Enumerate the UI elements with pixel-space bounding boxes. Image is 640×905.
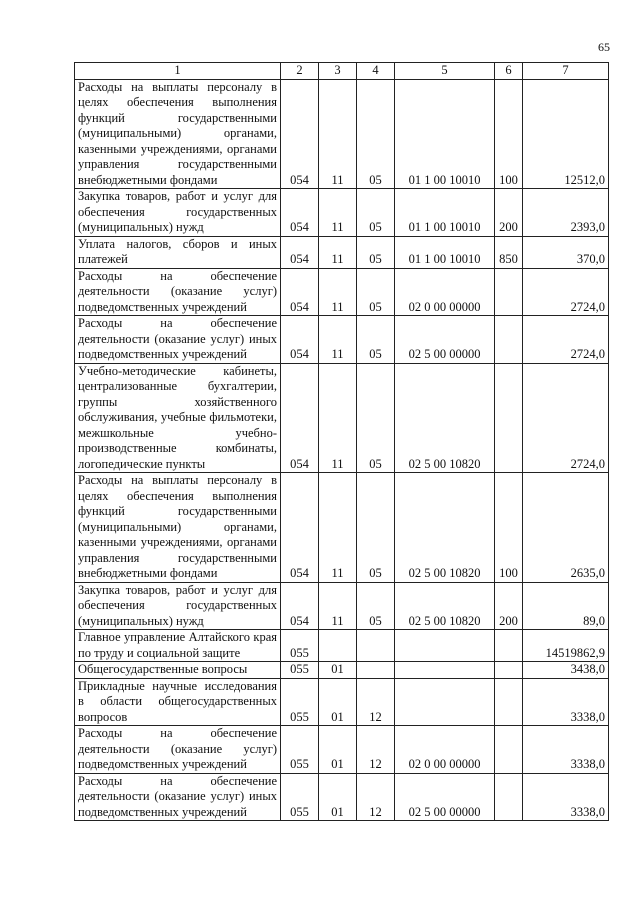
row-target-article: 02 5 00 10820 (395, 582, 495, 630)
row-amount: 3338,0 (523, 726, 609, 774)
table-row (75, 473, 609, 583)
row-target-article (395, 630, 495, 662)
row-expense-type (495, 662, 523, 679)
header-col-2: 2 (281, 63, 319, 80)
row-ministry-code: 054 (281, 189, 319, 237)
row-ministry-code: 055 (281, 678, 319, 726)
row-amount: 3338,0 (523, 773, 609, 821)
row-name: Главное управление Алтайского края по труду и социальной защите (75, 630, 281, 662)
row-name: Расходы на выплаты персоналу в целях обеспечения выполнения функций государственными (муниципальными) органами, казенными учреждениями, органами управления государственными внебюджетными фондами (75, 473, 281, 583)
row-subsection-code (357, 630, 395, 662)
row-target-article: 02 0 00 00000 (395, 268, 495, 316)
row-name: Расходы на обеспечение деятельности (оказание услуг) подведомственных учреждений (75, 726, 281, 774)
header-col-1: 1 (75, 63, 281, 80)
header-col-6: 6 (495, 63, 523, 80)
table-row (75, 79, 609, 189)
row-amount: 2393,0 (523, 189, 609, 237)
row-section-code: 11 (319, 582, 357, 630)
row-ministry-code: 054 (281, 363, 319, 473)
row-target-article: 01 1 00 10010 (395, 236, 495, 268)
row-target-article (395, 678, 495, 726)
row-ministry-code: 054 (281, 236, 319, 268)
row-subsection-code: 12 (357, 773, 395, 821)
row-target-article (395, 662, 495, 679)
row-expense-type: 200 (495, 189, 523, 237)
page-number: 65 (598, 40, 610, 54)
row-section-code: 01 (319, 678, 357, 726)
row-subsection-code: 05 (357, 268, 395, 316)
row-section-code: 01 (319, 773, 357, 821)
row-expense-type: 850 (495, 236, 523, 268)
row-amount: 14519862,9 (523, 630, 609, 662)
row-expense-type (495, 678, 523, 726)
row-target-article: 02 5 00 10820 (395, 363, 495, 473)
row-section-code: 11 (319, 363, 357, 473)
row-name: Закупка товаров, работ и услуг для обеспечения государственных (муниципальных) нужд (75, 582, 281, 630)
table-row (75, 678, 609, 726)
header-col-3: 3 (319, 63, 357, 80)
table-row (75, 773, 609, 821)
row-expense-type: 100 (495, 473, 523, 583)
row-name: Расходы на выплаты персоналу в целях обеспечения выполнения функций государственными (муниципальными) органами, казенными учреждениями, органами управления государственными внебюджетными фондами (75, 79, 281, 189)
row-expense-type (495, 316, 523, 364)
row-subsection-code: 12 (357, 726, 395, 774)
row-section-code: 11 (319, 473, 357, 583)
row-expense-type (495, 268, 523, 316)
row-ministry-code: 054 (281, 268, 319, 316)
row-name: Расходы на обеспечение деятельности (оказание услуг) подведомственных учреждений (75, 268, 281, 316)
row-expense-type (495, 726, 523, 774)
row-subsection-code: 05 (357, 363, 395, 473)
table-row (75, 363, 609, 473)
row-subsection-code: 05 (357, 316, 395, 364)
table-row (75, 726, 609, 774)
row-ministry-code: 055 (281, 662, 319, 679)
row-target-article: 02 5 00 10820 (395, 473, 495, 583)
row-ministry-code: 054 (281, 79, 319, 189)
table-row (75, 582, 609, 630)
row-name: Общегосударственные вопросы (75, 662, 281, 679)
row-amount: 2724,0 (523, 363, 609, 473)
row-expense-type: 100 (495, 79, 523, 189)
row-subsection-code: 05 (357, 473, 395, 583)
row-amount: 3438,0 (523, 662, 609, 679)
row-section-code (319, 630, 357, 662)
header-row (75, 63, 609, 80)
row-ministry-code: 055 (281, 726, 319, 774)
header-col-5: 5 (395, 63, 495, 80)
row-target-article: 02 5 00 00000 (395, 773, 495, 821)
row-name: Учебно-методические кабинеты, централизованные бухгалтерии, группы хозяйственного обслуживания, учебные фильмотеки, межшкольные учебно-производственные комбинаты, логопедические пункты (75, 363, 281, 473)
row-section-code: 11 (319, 316, 357, 364)
row-name: Уплата налогов, сборов и иных платежей (75, 236, 281, 268)
row-name: Прикладные научные исследования в области общегосударственных вопросов (75, 678, 281, 726)
row-subsection-code: 05 (357, 189, 395, 237)
table-body (75, 79, 609, 821)
row-ministry-code: 054 (281, 582, 319, 630)
row-target-article: 01 1 00 10010 (395, 79, 495, 189)
header-col-4: 4 (357, 63, 395, 80)
row-amount: 2635,0 (523, 473, 609, 583)
row-amount: 89,0 (523, 582, 609, 630)
row-expense-type (495, 773, 523, 821)
row-subsection-code: 05 (357, 236, 395, 268)
row-section-code: 01 (319, 662, 357, 679)
row-name: Закупка товаров, работ и услуг для обеспечения государственных (муниципальных) нужд (75, 189, 281, 237)
row-subsection-code: 12 (357, 678, 395, 726)
row-amount: 3338,0 (523, 678, 609, 726)
row-amount: 370,0 (523, 236, 609, 268)
row-expense-type (495, 630, 523, 662)
row-subsection-code: 05 (357, 79, 395, 189)
row-target-article: 01 1 00 10010 (395, 189, 495, 237)
row-section-code: 11 (319, 189, 357, 237)
budget-table (74, 62, 609, 821)
row-subsection-code (357, 662, 395, 679)
row-amount: 2724,0 (523, 268, 609, 316)
row-target-article: 02 5 00 00000 (395, 316, 495, 364)
row-section-code: 01 (319, 726, 357, 774)
table-row (75, 189, 609, 237)
row-section-code: 11 (319, 79, 357, 189)
header-col-7: 7 (523, 63, 609, 80)
row-ministry-code: 055 (281, 773, 319, 821)
row-name: Расходы на обеспечение деятельности (оказание услуг) иных подведомственных учреждений (75, 316, 281, 364)
row-section-code: 11 (319, 236, 357, 268)
table-header (75, 63, 609, 80)
row-ministry-code: 054 (281, 473, 319, 583)
row-section-code: 11 (319, 268, 357, 316)
row-ministry-code: 055 (281, 630, 319, 662)
row-ministry-code: 054 (281, 316, 319, 364)
table-row (75, 630, 609, 662)
row-name: Расходы на обеспечение деятельности (оказание услуг) иных подведомственных учреждений (75, 773, 281, 821)
row-amount: 2724,0 (523, 316, 609, 364)
row-expense-type: 200 (495, 582, 523, 630)
row-target-article: 02 0 00 00000 (395, 726, 495, 774)
row-expense-type (495, 363, 523, 473)
row-amount: 12512,0 (523, 79, 609, 189)
table-row (75, 268, 609, 316)
row-subsection-code: 05 (357, 582, 395, 630)
table-row (75, 662, 609, 679)
table-row (75, 316, 609, 364)
table-row (75, 236, 609, 268)
